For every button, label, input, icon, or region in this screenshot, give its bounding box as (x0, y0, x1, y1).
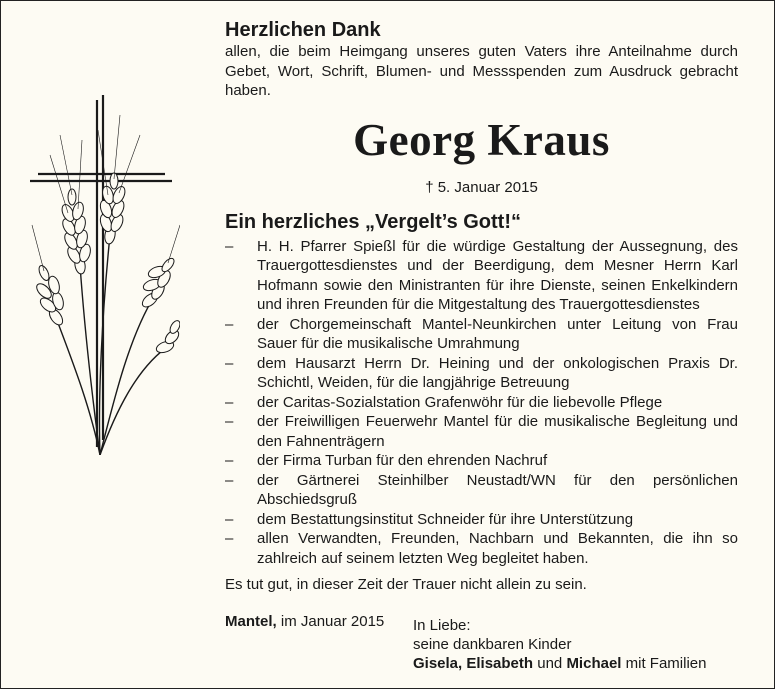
dash-marker: – (225, 471, 234, 489)
list-item (225, 237, 738, 315)
list-item (225, 529, 738, 568)
signer-elisabeth: Elisabeth (466, 655, 534, 672)
list-item-text: der Caritas-Sozialstation Grafenwöhr für die liebevolle Pflege (257, 393, 663, 411)
signature-block (413, 616, 707, 673)
signature-names (413, 654, 707, 673)
dash-marker: – (225, 413, 234, 430)
dash-marker: – (225, 237, 234, 255)
list-item-text: der Freiwilligen Feuerwehr Mantel für die musikalische Begleitung und den Fahnenträgern (257, 413, 738, 450)
dash-marker: – (225, 452, 234, 469)
list-item (225, 471, 738, 510)
date-text: im Januar 2015 (280, 612, 385, 630)
notice-content (225, 18, 738, 631)
intro-text: allen, die beim Heimgang unseres guten Vaters ihre Anteilnahme durch Gebet, Wort, Schrift, Blumen- und Messspenden zum Ausdruck gebracht haben. (225, 43, 738, 99)
closing-text: Es tut gut, in dieser Zeit der Trauer nicht allein zu sein. (225, 576, 587, 593)
cross-with-wheat-icon (30, 95, 180, 455)
list-item (225, 510, 738, 530)
and-word: und (537, 655, 563, 672)
list-item-text: der Chorgemeinschaft Mantel-Neunkirchen unter Leitung von Frau Sauer für die musikalische Umrahmung (257, 315, 738, 352)
dash-marker: – (225, 354, 234, 372)
list-item-text: H. H. Pfarrer Spießl für die würdige Gestaltung der Aussegnung, des Trauergottesdienstes und der Beerdigung, dem Mesner Herrn Karl Hofmann sowie den Ministranten für ihre Dienste, seinen Enkelkindern und ihren Freunden für die Mitgestaltung des Trauergottesdienstes (257, 237, 738, 313)
signature-line-1: In Liebe: (413, 617, 471, 634)
thanks-list (225, 237, 738, 569)
place-name: Mantel, (225, 612, 277, 630)
signer-michael: Michael (566, 655, 622, 672)
list-item-text: der Firma Turban für den ehrenden Nachruf (257, 452, 548, 469)
death-date: † 5. Januar 2015 (425, 178, 538, 196)
vergelts-gott-heading: Ein herzliches „Vergelt’s Gott!“ (225, 210, 521, 233)
dash-marker: – (225, 315, 234, 333)
list-item-text: dem Hausarzt Herrn Dr. Heining und der onkologischen Praxis Dr. Schichtl, Weiden, für die langjährige Betreuung (257, 354, 738, 391)
list-item (225, 354, 738, 393)
thanks-heading: Herzlichen Dank (225, 19, 381, 41)
list-item (225, 451, 738, 471)
signature-line-2: seine dankbaren Kinder (413, 636, 572, 653)
dash-marker: – (225, 393, 234, 411)
list-item (225, 393, 738, 413)
dash-marker: – (225, 530, 234, 547)
list-item (225, 412, 738, 451)
dash-marker: – (225, 510, 234, 528)
list-item-text: der Gärtnerei Steinhilber Neustadt/WN für den persönlichen Abschiedsgruß (257, 471, 738, 508)
signer-gisela: Gisela, (413, 655, 463, 672)
list-item-text: dem Bestattungsinstitut Schneider für ihre Unterstützung (257, 510, 634, 528)
list-item (225, 315, 738, 354)
signature-suffix: mit Familien (625, 655, 707, 672)
deceased-name: Georg Kraus (353, 114, 610, 165)
list-item-text: allen Verwandten, Freunden, Nachbarn und Bekannten, die ihn so zahlreich auf seinem letzten Weg begleitet haben. (257, 530, 738, 567)
